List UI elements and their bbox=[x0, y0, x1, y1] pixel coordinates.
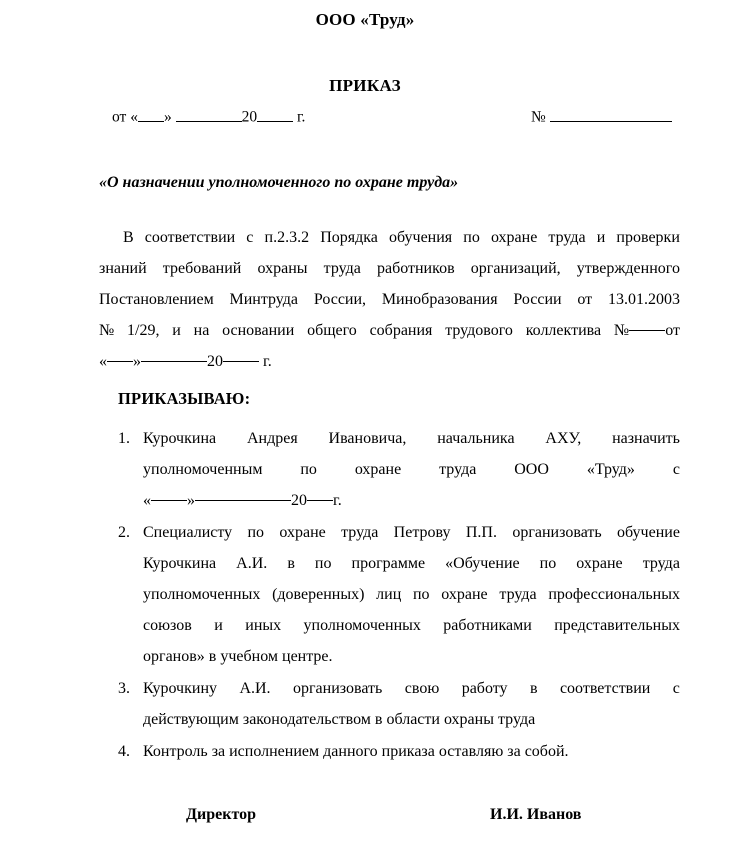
order-items-list bbox=[99, 409, 680, 767]
item-date-prefix: « bbox=[143, 492, 151, 509]
date-suffix-label: г. bbox=[296, 108, 306, 126]
list-item-number: 2. bbox=[118, 524, 130, 541]
date-year-blank[interactable] bbox=[257, 106, 293, 122]
document-type-title: ПРИКАЗ bbox=[329, 76, 401, 95]
date-year-prefix: 20 bbox=[241, 108, 258, 126]
list-item-line bbox=[143, 641, 680, 672]
list-item-line bbox=[143, 673, 680, 704]
preamble-line-4-text: № 1/29, и на основании общего собрания трудового коллектива № bbox=[99, 322, 630, 339]
list-item-number: 4. bbox=[118, 743, 130, 760]
list-item-line bbox=[143, 548, 680, 579]
preamble-line-5 bbox=[99, 346, 680, 377]
preamble-date-suffix: г. bbox=[263, 353, 272, 370]
preamble-year-blank[interactable] bbox=[223, 346, 259, 362]
item-day-blank[interactable] bbox=[151, 485, 187, 501]
preamble-line-4 bbox=[99, 315, 680, 346]
list-item-number: 1. bbox=[118, 430, 130, 447]
date-prefix-label: от « bbox=[112, 108, 138, 126]
list-item bbox=[99, 423, 680, 516]
list-item-text: Курочкина Андрея Ивановича, начальника АХУ, назначить bbox=[143, 430, 680, 447]
list-item-text: уполномоченных (доверенных) лиц по охране труда профессиональных bbox=[143, 586, 680, 603]
preamble-line-2 bbox=[99, 253, 680, 284]
list-item-line bbox=[143, 704, 680, 735]
preamble-line-1-text: В соответствии с п.2.3.2 Порядка обучения по охране труда и проверки bbox=[123, 229, 680, 246]
list-item bbox=[99, 517, 680, 672]
number-label: № bbox=[531, 108, 546, 126]
list-item-line bbox=[143, 579, 680, 610]
document-body bbox=[0, 192, 730, 767]
item-year-prefix: 20 bbox=[291, 492, 307, 509]
list-item-text: уполномоченным по охране труда ООО «Труд» с bbox=[143, 461, 680, 478]
item-date-suffix: г. bbox=[333, 492, 342, 509]
preamble-line-3-text: Постановлением Минтруда России, Минобразования России от 13.01.2003 bbox=[99, 291, 680, 308]
preamble-date-prefix: « bbox=[99, 353, 107, 370]
item-date-mid: » bbox=[187, 492, 195, 509]
list-item-line bbox=[143, 736, 680, 767]
list-item-line bbox=[143, 454, 680, 485]
preamble-line-3 bbox=[99, 284, 680, 315]
date-and-number-row bbox=[0, 106, 730, 130]
list-item-line bbox=[143, 610, 680, 641]
preamble-month-blank[interactable] bbox=[141, 346, 207, 362]
document-number-field bbox=[531, 106, 672, 127]
document-number-blank[interactable] bbox=[550, 106, 672, 122]
date-month-blank[interactable] bbox=[176, 106, 242, 122]
list-item bbox=[99, 673, 680, 735]
preamble-year-prefix: 20 bbox=[207, 353, 223, 370]
list-item-number: 3. bbox=[118, 680, 130, 697]
preamble-date-mid: » bbox=[133, 353, 141, 370]
list-item-text: Специалисту по охране труда Петрову П.П. организовать обучение bbox=[143, 524, 680, 541]
organization-title: ООО «Труд» bbox=[315, 10, 415, 29]
document-subject: «О назначении уполномоченного по охране труда» bbox=[99, 174, 459, 191]
list-item-date-line bbox=[143, 485, 680, 516]
document-date-field bbox=[112, 106, 305, 127]
list-item-text: Курочкину А.И. организовать свою работу в соответствии с bbox=[143, 680, 680, 697]
date-mid-label: » bbox=[163, 108, 172, 126]
list-item-text: действующим законодательством в области охраны труда bbox=[143, 711, 536, 728]
date-day-blank[interactable] bbox=[138, 106, 164, 122]
list-item-line bbox=[143, 517, 680, 548]
list-item-text: органов» в учебном центре. bbox=[143, 648, 333, 665]
list-item-text: Курочкина А.И. в по программе «Обучение по охране труда bbox=[143, 555, 680, 572]
signature-block bbox=[0, 806, 730, 834]
preamble-line-4-suffix: от bbox=[665, 322, 680, 339]
item-year-blank[interactable] bbox=[307, 485, 333, 501]
preamble-line-1 bbox=[99, 222, 680, 253]
protocol-number-blank[interactable] bbox=[629, 315, 665, 331]
signatory-name: И.И. Иванов bbox=[490, 806, 582, 823]
order-keyword: ПРИКАЗЫВАЮ: bbox=[118, 389, 251, 408]
preamble-paragraph bbox=[99, 222, 680, 377]
signatory-role: Директор bbox=[186, 806, 256, 823]
list-item-text: Контроль за исполнением данного приказа оставляю за собой. bbox=[143, 743, 569, 760]
preamble-line-2-text: знаний требований охраны труда работников организаций, утвержденного bbox=[99, 260, 680, 277]
preamble-day-blank[interactable] bbox=[107, 346, 133, 362]
list-item-text: союзов и иных уполномоченных работниками представительных bbox=[143, 617, 680, 634]
list-item bbox=[99, 736, 680, 767]
item-month-blank[interactable] bbox=[195, 485, 291, 501]
list-item-line bbox=[143, 423, 680, 454]
